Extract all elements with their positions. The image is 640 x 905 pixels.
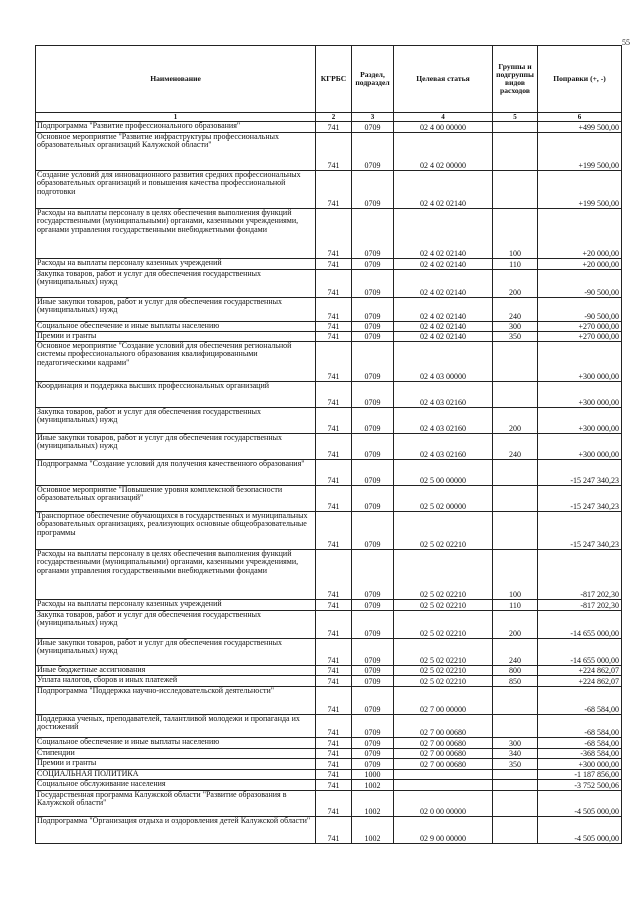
row-target-article: 02 4 03 00000 xyxy=(394,342,493,382)
row-expense-group xyxy=(493,780,538,791)
row-kgrbs: 741 xyxy=(316,600,352,611)
row-name: Расходы на выплаты персоналу казенных учреждений xyxy=(36,600,316,611)
header-section: Раздел, подраздел xyxy=(352,46,394,113)
row-name: Подпрограмма "Развитие профессионального образования" xyxy=(36,122,316,133)
table-row xyxy=(36,122,622,133)
row-target-article: 02 5 02 02210 xyxy=(394,611,493,639)
row-expense-group xyxy=(493,460,538,486)
row-amount: -68 584,00 xyxy=(538,715,622,738)
row-name: Основное мероприятие "Повышение уровня комплексной безопасности образовательных организаций" xyxy=(36,486,316,512)
row-name: Иные бюджетные ассигнования xyxy=(36,666,316,676)
row-section: 0709 xyxy=(352,759,394,770)
table-row xyxy=(36,460,622,486)
table-row xyxy=(36,676,622,687)
row-expense-group: 340 xyxy=(493,749,538,759)
row-section: 0709 xyxy=(352,512,394,550)
row-target-article: 02 7 00 00000 xyxy=(394,687,493,715)
column-number: 4 xyxy=(394,113,493,122)
row-section: 0709 xyxy=(352,715,394,738)
row-name: Расходы на выплаты персоналу казенных учреждений xyxy=(36,259,316,270)
row-target-article: 02 0 00 00000 xyxy=(394,791,493,817)
row-target-article: 02 4 02 02140 xyxy=(394,298,493,322)
table-row xyxy=(36,209,622,259)
row-name: Государственная программа Калужской области "Развитие образования в Калужской области" xyxy=(36,791,316,817)
row-amount: -3 752 500,06 xyxy=(538,780,622,791)
row-section: 0709 xyxy=(352,342,394,382)
row-expense-group: 800 xyxy=(493,666,538,676)
row-target-article xyxy=(394,780,493,791)
row-name: Поддержка ученых, преподавателей, талантливой молодежи и пропаганда их достижений xyxy=(36,715,316,738)
row-section: 0709 xyxy=(352,171,394,209)
row-amount: +499 500,00 xyxy=(538,122,622,133)
row-kgrbs: 741 xyxy=(316,342,352,382)
column-number: 3 xyxy=(352,113,394,122)
table-row xyxy=(36,817,622,844)
row-section: 0709 xyxy=(352,434,394,460)
row-section: 0709 xyxy=(352,687,394,715)
row-amount: -15 247 340,23 xyxy=(538,460,622,486)
row-expense-group: 300 xyxy=(493,322,538,332)
row-kgrbs: 741 xyxy=(316,486,352,512)
row-amount: +20 000,00 xyxy=(538,209,622,259)
table-row xyxy=(36,611,622,639)
table-row xyxy=(36,687,622,715)
row-name: Расходы на выплаты персоналу в целях обеспечения выполнения функций государственными (муниципальными) органами, казенными учреждениями, органами управления государственными внебюджетными фондами xyxy=(36,209,316,259)
row-expense-group xyxy=(493,133,538,171)
row-kgrbs: 741 xyxy=(316,770,352,780)
row-kgrbs: 741 xyxy=(316,550,352,600)
row-target-article: 02 9 00 00000 xyxy=(394,817,493,844)
table-row xyxy=(36,133,622,171)
row-amount: -90 500,00 xyxy=(538,270,622,298)
page-number: 55 xyxy=(622,38,630,47)
row-kgrbs: 741 xyxy=(316,817,352,844)
row-name: Иные закупки товаров, работ и услуг для обеспечения государственных (муниципальных) нужд xyxy=(36,298,316,322)
row-kgrbs: 741 xyxy=(316,460,352,486)
row-name: Иные закупки товаров, работ и услуг для обеспечения государственных (муниципальных) нужд xyxy=(36,639,316,666)
row-expense-group: 300 xyxy=(493,738,538,749)
row-name: Подпрограмма "Создание условий для получения качественного образования" xyxy=(36,460,316,486)
row-kgrbs: 741 xyxy=(316,408,352,434)
row-kgrbs: 741 xyxy=(316,298,352,322)
row-name: Закупка товаров, работ и услуг для обеспечения государственных (муниципальных) нужд xyxy=(36,270,316,298)
table-row xyxy=(36,770,622,780)
table-row xyxy=(36,715,622,738)
row-target-article xyxy=(394,770,493,780)
row-kgrbs: 741 xyxy=(316,270,352,298)
row-target-article: 02 4 02 00000 xyxy=(394,133,493,171)
row-expense-group: 100 xyxy=(493,550,538,600)
row-amount: +199 500,00 xyxy=(538,171,622,209)
row-expense-group: 240 xyxy=(493,639,538,666)
header-amendments: Поправки (+, -) xyxy=(538,46,622,113)
header-expense-group: Группы и подгруппы видов расходов xyxy=(493,46,538,113)
row-section: 0709 xyxy=(352,460,394,486)
row-target-article: 02 4 00 00000 xyxy=(394,122,493,133)
row-expense-group xyxy=(493,342,538,382)
row-kgrbs: 741 xyxy=(316,738,352,749)
row-section: 0709 xyxy=(352,639,394,666)
row-section: 0709 xyxy=(352,122,394,133)
row-target-article: 02 5 02 02210 xyxy=(394,666,493,676)
row-section: 0709 xyxy=(352,382,394,408)
row-amount: -14 655 000,00 xyxy=(538,639,622,666)
row-amount: +224 862,07 xyxy=(538,666,622,676)
row-kgrbs: 741 xyxy=(316,512,352,550)
row-expense-group xyxy=(493,171,538,209)
row-amount: +300 000,00 xyxy=(538,342,622,382)
table-row xyxy=(36,749,622,759)
row-kgrbs: 741 xyxy=(316,687,352,715)
row-kgrbs: 741 xyxy=(316,611,352,639)
row-name: Расходы на выплаты персоналу в целях обеспечения выполнения функций государственными (муниципальными) органами, казенными учреждениями, органами управления государственными внебюджетными фондами xyxy=(36,550,316,600)
row-amount: -68 584,00 xyxy=(538,687,622,715)
row-expense-group: 850 xyxy=(493,676,538,687)
row-section: 0709 xyxy=(352,486,394,512)
row-target-article: 02 4 03 02160 xyxy=(394,434,493,460)
table-row xyxy=(36,512,622,550)
row-section: 1002 xyxy=(352,817,394,844)
row-target-article: 02 5 02 00000 xyxy=(394,486,493,512)
row-target-article: 02 4 02 02140 xyxy=(394,259,493,270)
row-amount: -368 584,00 xyxy=(538,749,622,759)
table-row xyxy=(36,738,622,749)
row-kgrbs: 741 xyxy=(316,666,352,676)
row-target-article: 02 5 00 00000 xyxy=(394,460,493,486)
row-expense-group: 100 xyxy=(493,209,538,259)
row-expense-group xyxy=(493,512,538,550)
row-name: Премии и гранты xyxy=(36,332,316,342)
table-row xyxy=(36,639,622,666)
table-row xyxy=(36,550,622,600)
row-name: Стипендии xyxy=(36,749,316,759)
table-row xyxy=(36,322,622,332)
row-amount: -817 202,30 xyxy=(538,600,622,611)
row-expense-group xyxy=(493,770,538,780)
row-kgrbs: 741 xyxy=(316,749,352,759)
row-kgrbs: 741 xyxy=(316,322,352,332)
table-row xyxy=(36,408,622,434)
row-kgrbs: 741 xyxy=(316,434,352,460)
row-expense-group xyxy=(493,486,538,512)
row-kgrbs: 741 xyxy=(316,171,352,209)
row-section: 0709 xyxy=(352,209,394,259)
row-amount: +199 500,00 xyxy=(538,133,622,171)
row-target-article: 02 4 02 02140 xyxy=(394,270,493,298)
table-row xyxy=(36,600,622,611)
budget-amendments-table xyxy=(35,45,622,844)
table-row xyxy=(36,171,622,209)
row-target-article: 02 4 02 02140 xyxy=(394,332,493,342)
table-row xyxy=(36,298,622,322)
row-kgrbs: 741 xyxy=(316,676,352,687)
row-amount: -4 505 000,00 xyxy=(538,817,622,844)
row-name: Уплата налогов, сборов и иных платежей xyxy=(36,676,316,687)
row-amount: -68 584,00 xyxy=(538,738,622,749)
row-expense-group: 240 xyxy=(493,434,538,460)
row-kgrbs: 741 xyxy=(316,259,352,270)
row-target-article: 02 5 02 02210 xyxy=(394,600,493,611)
row-kgrbs: 741 xyxy=(316,639,352,666)
row-section: 1002 xyxy=(352,791,394,817)
row-section: 0709 xyxy=(352,550,394,600)
row-name: Социальное обслуживание населения xyxy=(36,780,316,791)
row-name: Социальное обеспечение и иные выплаты населению xyxy=(36,322,316,332)
row-amount: +300 000,00 xyxy=(538,434,622,460)
row-expense-group: 200 xyxy=(493,408,538,434)
row-section: 0709 xyxy=(352,408,394,434)
row-section: 0709 xyxy=(352,298,394,322)
row-name: СОЦИАЛЬНАЯ ПОЛИТИКА xyxy=(36,770,316,780)
row-name: Основное мероприятие "Создание условий для обеспечения региональной системы профессионального образования квалифицированными педагогическими кадрами" xyxy=(36,342,316,382)
row-name: Транспортное обеспечение обучающихся в государственных и муниципальных образовательных организациях, реализующих основные общеобразовательные программы xyxy=(36,512,316,550)
row-expense-group: 350 xyxy=(493,759,538,770)
table-row xyxy=(36,486,622,512)
column-number: 1 xyxy=(36,113,316,122)
row-name: Закупка товаров, работ и услуг для обеспечения государственных (муниципальных) нужд xyxy=(36,408,316,434)
table-row xyxy=(36,270,622,298)
row-name: Подпрограмма "Поддержка научно-исследовательской деятельности" xyxy=(36,687,316,715)
row-kgrbs: 741 xyxy=(316,209,352,259)
row-section: 0709 xyxy=(352,270,394,298)
row-target-article: 02 5 02 02210 xyxy=(394,639,493,666)
row-section: 1000 xyxy=(352,770,394,780)
column-number: 6 xyxy=(538,113,622,122)
row-section: 0709 xyxy=(352,666,394,676)
row-amount: +300 000,00 xyxy=(538,408,622,434)
row-amount: +300 000,00 xyxy=(538,382,622,408)
row-expense-group: 200 xyxy=(493,611,538,639)
header-row xyxy=(36,46,622,113)
row-target-article: 02 4 03 02160 xyxy=(394,382,493,408)
table-row xyxy=(36,382,622,408)
table-row xyxy=(36,342,622,382)
row-kgrbs: 741 xyxy=(316,332,352,342)
row-expense-group: 110 xyxy=(493,259,538,270)
row-target-article: 02 5 02 02210 xyxy=(394,676,493,687)
row-target-article: 02 4 03 02160 xyxy=(394,408,493,434)
row-section: 0709 xyxy=(352,676,394,687)
row-target-article: 02 7 00 00680 xyxy=(394,715,493,738)
table-row xyxy=(36,666,622,676)
table-row xyxy=(36,332,622,342)
row-amount: -15 247 340,23 xyxy=(538,512,622,550)
row-section: 1002 xyxy=(352,780,394,791)
row-amount: +300 000,00 xyxy=(538,759,622,770)
row-amount: +270 000,00 xyxy=(538,332,622,342)
row-kgrbs: 741 xyxy=(316,133,352,171)
row-target-article: 02 7 00 00680 xyxy=(394,759,493,770)
row-name: Подпрограмма "Организация отдыха и оздоровления детей Калужской области" xyxy=(36,817,316,844)
row-expense-group: 240 xyxy=(493,298,538,322)
row-amount: +20 000,00 xyxy=(538,259,622,270)
row-amount: -4 505 000,00 xyxy=(538,791,622,817)
row-section: 0709 xyxy=(352,322,394,332)
row-amount: -15 247 340,23 xyxy=(538,486,622,512)
row-name: Основное мероприятие "Развитие инфраструктуры профессиональных образовательных организаций Калужской области" xyxy=(36,133,316,171)
row-section: 0709 xyxy=(352,332,394,342)
row-expense-group xyxy=(493,817,538,844)
row-section: 0709 xyxy=(352,133,394,171)
row-expense-group xyxy=(493,715,538,738)
row-amount: -1 187 856,00 xyxy=(538,770,622,780)
row-name: Премии и гранты xyxy=(36,759,316,770)
row-kgrbs: 741 xyxy=(316,122,352,133)
row-name: Закупка товаров, работ и услуг для обеспечения государственных (муниципальных) нужд xyxy=(36,611,316,639)
table-row xyxy=(36,259,622,270)
table-row xyxy=(36,780,622,791)
row-target-article: 02 5 02 02210 xyxy=(394,550,493,600)
table-row xyxy=(36,791,622,817)
row-target-article: 02 4 02 02140 xyxy=(394,171,493,209)
row-amount: -817 202,30 xyxy=(538,550,622,600)
row-target-article: 02 4 02 02140 xyxy=(394,322,493,332)
row-section: 0709 xyxy=(352,600,394,611)
row-section: 0709 xyxy=(352,738,394,749)
row-name: Иные закупки товаров, работ и услуг для обеспечения государственных (муниципальных) нужд xyxy=(36,434,316,460)
row-kgrbs: 741 xyxy=(316,715,352,738)
row-amount: +270 000,00 xyxy=(538,322,622,332)
header-target-article: Целевая статья xyxy=(394,46,493,113)
row-amount: -90 500,00 xyxy=(538,298,622,322)
row-expense-group xyxy=(493,687,538,715)
row-kgrbs: 741 xyxy=(316,780,352,791)
row-expense-group xyxy=(493,791,538,817)
row-name: Социальное обеспечение и иные выплаты населению xyxy=(36,738,316,749)
row-target-article: 02 4 02 02140 xyxy=(394,209,493,259)
table-row xyxy=(36,759,622,770)
row-target-article: 02 7 00 00680 xyxy=(394,749,493,759)
row-kgrbs: 741 xyxy=(316,382,352,408)
row-amount: +224 862,07 xyxy=(538,676,622,687)
column-number-row xyxy=(36,113,622,122)
row-section: 0709 xyxy=(352,259,394,270)
row-section: 0709 xyxy=(352,611,394,639)
column-number: 2 xyxy=(316,113,352,122)
row-expense-group: 200 xyxy=(493,270,538,298)
row-expense-group xyxy=(493,382,538,408)
row-name: Координация и поддержка высших профессиональных организаций xyxy=(36,382,316,408)
row-expense-group: 350 xyxy=(493,332,538,342)
header-name: Наименование xyxy=(36,46,316,113)
row-amount: -14 655 000,00 xyxy=(538,611,622,639)
row-expense-group xyxy=(493,122,538,133)
row-kgrbs: 741 xyxy=(316,791,352,817)
row-name: Создание условий для инновационного развития средних профессиональных образовательных организаций и повышения качества профессиональной подготовки xyxy=(36,171,316,209)
row-target-article: 02 5 02 02210 xyxy=(394,512,493,550)
row-expense-group: 110 xyxy=(493,600,538,611)
row-target-article: 02 7 00 00680 xyxy=(394,738,493,749)
header-kgrbs: КГРБС xyxy=(316,46,352,113)
row-kgrbs: 741 xyxy=(316,759,352,770)
column-number: 5 xyxy=(493,113,538,122)
row-section: 0709 xyxy=(352,749,394,759)
table-row xyxy=(36,434,622,460)
